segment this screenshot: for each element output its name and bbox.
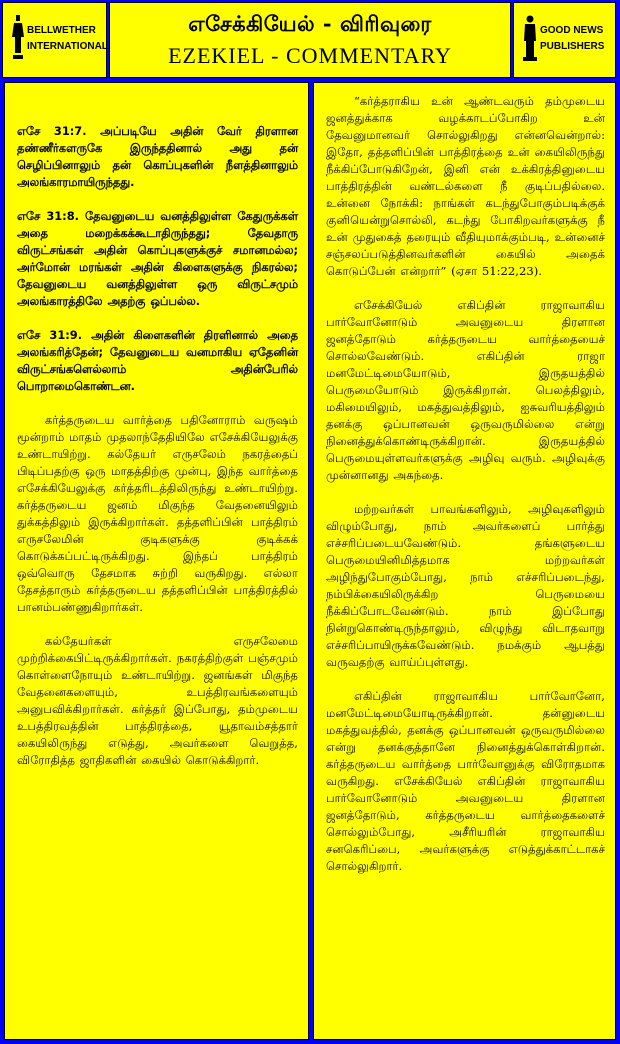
bellwether-logo bbox=[2, 2, 107, 78]
bellwether-figure-icon bbox=[11, 15, 25, 61]
commentary-paragraph: மற்றவர்கள் பாவங்களிலும், அழிவுகளிலும் விழும்போது, நாம் அவர்களைப் பார்த்து எச்சரிப்படையவேண்டும். தங்களுடைய பெருமையினிமித்தமாக மற்றவர்கள் அழிந்துபோகும்போது, நாம் எச்சரிப்படைந்து, நம்பிக்கையிலிருக்கிற பெருமையை நீக்கிப்போடவேண்டும். நாம் இப்போது நின்றுகொண்டிருந்தாலும், விழுந்து விடாதவாறு எச்சரிப்பாயிருக்கவேண்டும். நமக்கும் ஆபத்து வருவதற்கு வாய்ப்புள்ளது. bbox=[326, 502, 605, 669]
commentary-paragraph: கல்தேயர்கள் எருசலேமை முற்றிக்கைபிட்டிருக்கிறார்கள். நகரத்திற்குள் பஞ்சமும் கொள்ளைநோயும் உண்டாயிற்று. ஜனங்கள் மிகுந்த வேதனைகளையும், உபத்திரவங்களையும் அனுபவிக்கிறார்கள். கர்த்தர் இப்போது, தம்முடைய உபத்திரவத்தின் பாத்திரத்தை, யூதாவம்சத்தார் கையிலிருந்து எடுத்து, அவர்களை வெறுத்த, விரோதித்த ஜாதிகளின் கையில் கொடுக்கிறார். bbox=[17, 634, 298, 767]
title-english: EZEKIEL - COMMENTARY bbox=[168, 43, 452, 68]
header bbox=[2, 2, 618, 78]
left-column bbox=[4, 82, 309, 1040]
verse-31-8: எசே 31:8. தேவனுடைய வனத்திலுள்ள கேதுருக்கள் அதை மறைக்கக்கூடாதிருந்தது; தேவதாரு விருட்சங்கள் அதின் கொப்புகளுக்குச் சமானமல்ல; அர்மோன் மரங்கள் அதின் கிளைகளுக்கு நிகரல்ல; தேவனுடைய வனத்திலுள்ள ஒரு விருட்சமும் அலங்காரத்திலே அதற்கு ஒப்பல்ல. bbox=[17, 209, 298, 308]
title-tamil: எசேக்கியேல் - விரிவுரை bbox=[188, 11, 432, 36]
preacher-figure-icon bbox=[522, 15, 538, 63]
quote-paragraph: “கர்த்தராகிய உன் ஆண்டவரும் தம்முடைய ஜனத்துக்காக வழக்காடப்போகிற உன் தேவனுமானவர் சொல்லுகிறது என்னவென்றால்: இதோ, தத்தளிப்பின் பாத்திரத்தை உன் கையிலிருந்து நீக்கிப்போடுகிறேன், இனி என் உக்கிரத்தினுடைய பாத்திரத்தின் வண்டல்களை நீ குடிப்பதில்லை. உன்னை நோக்கி: நாங்கள் கடந்துபோகும்படிக்குக் குனியென்றுசொல்லி, கடந்து போகிறவர்களுக்கு நீ உன் முதுகைத் தரையும் வீதியுமாக்கும்படி, உன்னைச் சஞ்சலப்படுத்தினவர்களின் கையில் அதைக் கொடுப்பேன் என்றார்” (ஏசா 51:22,23). bbox=[326, 94, 605, 278]
commentary-paragraph: எகிப்தின் ராஜாவாகிய பார்வோனோ, மனமேட்டிமையோடிருக்கிறான். தன்னுடைய மகத்துவத்தில், தனக்கு ஒப்பானவன் ஒருவருமில்லை என்று தனக்குத்தானே நினைத்துக்கொள்கிறான். கர்த்தருடைய வார்த்தை பார்வோனுக்கு விரோதமாக வருகிறது. எசேக்கியேல் எகிப்தின் ராஜாவாகிய பார்வோனோடும் அவனுடைய திரளான ஜனத்தோடும், கர்த்தருடைய வார்த்தைகளைச் சொல்லும்போது, அசீரியரின் ராஜாவாகிய சனகெரிப்பை, அவர்களுக்கு எடுத்துக்காட்டாகச் சொல்லுகிறார். bbox=[326, 689, 605, 873]
verse-31-7: எசே 31:7. அப்படியே அதின் வேர் திரளான தண்ணீர்களருகே இருந்ததினால் அது தன் செழிப்பினாலும் தன் கொப்புகளின் நீளத்தினாலும் அலங்காரமாயிருந்தது. bbox=[17, 124, 298, 189]
verse-31-9: எசே 31:9. அதின் கிளைகளின் திரளினால் அதை அலங்கரித்தேன்; தேவனுடைய வனமாகிய ஏதேனின் விருட்சங்களெல்லாம் அதின்பேரில் பொறாமைகொண்டன. bbox=[17, 328, 298, 393]
good-news-logo-line1: GOOD NEWS bbox=[540, 25, 604, 36]
bellwether-logo-line1: BELLWETHER bbox=[27, 25, 96, 36]
title-box bbox=[109, 2, 511, 78]
right-column bbox=[313, 82, 616, 1040]
bellwether-logo-line2: INTERNATIONAL bbox=[27, 41, 108, 52]
good-news-logo-line2: PUBLISHERS bbox=[540, 41, 605, 52]
commentary-paragraph: எசேக்கியேல் எகிப்தின் ராஜாவாகிய பார்வோனோடும் அவனுடைய திரளான ஜனத்தோடும் கர்த்தருடைய வார்த்தையைச் சொல்லவேண்டும். எகிப்தின் ராஜா மனமேட்டிமையோடும், இருதயத்தில் பெருமையோடும் இருக்கிறான். பெலத்திலும், மகிமையிலும், மகத்துவத்திலும், ஐசுவரியத்திலும் தனக்கு ஒப்பானவன் ஒருவருமில்லை என்று நினைத்துக்கொண்டிருக்கிறான். இருதயத்தில் பெருமையுள்ளவர்களுக்கு அழிவு வரும். அழிவுக்கு முன்னானது அகந்தை. bbox=[326, 298, 605, 482]
commentary-paragraph: கர்த்தருடைய வார்த்தை பதினோராம் வருஷம் மூன்றாம் மாதம் முதலாந்தேதியிலே எசேக்கியேலுக்கு உண்டாயிற்று. கல்தேயர் எருசலேம் நகரத்தைப் பிடிப்பதற்கு ஒரு மாதத்திற்கு முன்பு, இந்த வார்த்தை எசேக்கியேலுக்கு கர்த்தரிடத்திலிருந்து உண்டாயிற்று. கர்த்தருடைய ஜனம் மிகுந்த வேதனையிலும் துக்கத்திலும் இருக்கிறார்கள். தத்தளிப்பின் பாத்திரம் எருசலேமின் குடிகளுக்கு குடிக்கக் கொடுக்கப்பட்டிருக்கிறது. இந்தப் பாத்திரம் ஒவ்வொரு தேசமாக சுற்றி வருகிறது. எல்லா தேசத்தாரும் கர்த்தருடைய தத்தளிப்பின் பாத்திரத்தில் பானம்பண்ணுகிறார்கள். bbox=[17, 413, 298, 614]
good-news-logo bbox=[513, 2, 616, 78]
